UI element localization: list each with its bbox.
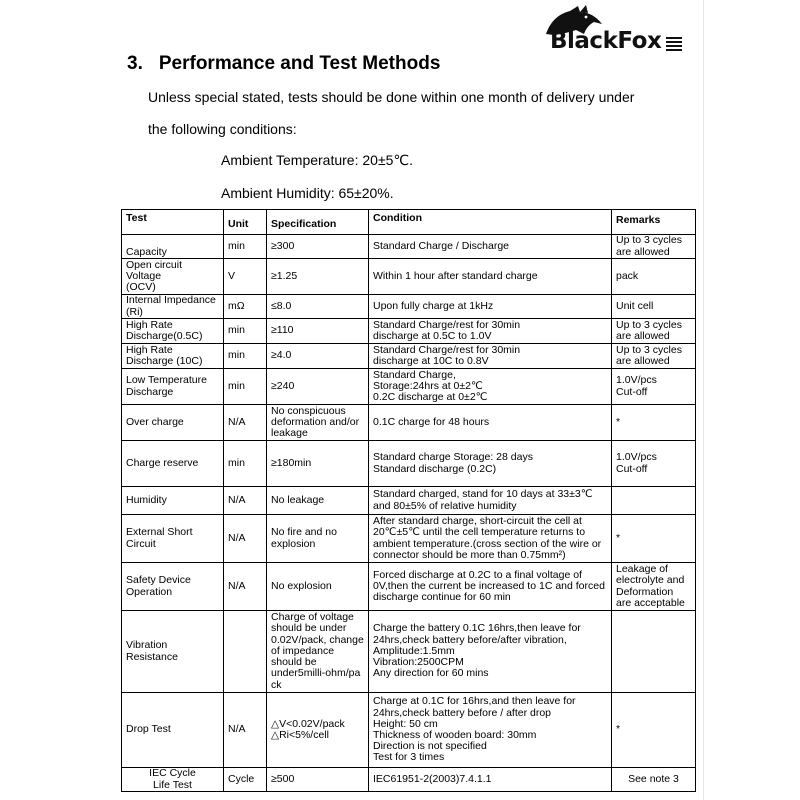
cell-test: High Rate Discharge(0.5C) — [122, 319, 224, 344]
cell-remarks — [612, 487, 696, 515]
logo-stripes — [666, 37, 682, 51]
cell-remarks: * — [612, 693, 696, 768]
section-number: 3. — [127, 53, 143, 74]
cell-unit: N/A — [224, 693, 267, 768]
table-row — [122, 693, 696, 768]
table-row — [122, 235, 696, 259]
cell-unit: N/A — [224, 563, 267, 611]
cell-remarks: * — [612, 515, 696, 563]
cell-unit: min — [224, 344, 267, 369]
cell-condition: Standard charge Storage: 28 days Standard discharge (0.2C) — [369, 441, 612, 487]
cell-remarks: 1.0V/pcs Cut-off — [612, 369, 696, 405]
table-row — [122, 768, 696, 792]
cell-remarks: See note 3 — [612, 768, 696, 792]
cell-unit: min — [224, 319, 267, 344]
table-row — [122, 487, 696, 515]
cell-test: Charge reserve — [122, 441, 224, 487]
header-unit: Unit — [224, 210, 267, 235]
cell-spec: No conspicuous deformation and/or leakage — [267, 405, 369, 441]
header-remarks: Remarks — [612, 210, 696, 235]
table-row — [122, 295, 696, 319]
table-row — [122, 563, 696, 611]
intro-line-1: Unless special stated, tests should be done within one month of delivery under — [148, 89, 635, 105]
table-row — [122, 405, 696, 441]
cell-unit: mΩ — [224, 295, 267, 319]
ambient-temperature: Ambient Temperature: 20±5℃. — [221, 152, 414, 168]
cell-condition: Standard Charge / Discharge — [369, 235, 612, 259]
intro-line-2: the following conditions: — [148, 121, 297, 137]
cell-condition: 0.1C charge for 48 hours — [369, 405, 612, 441]
cell-test: Drop Test — [122, 693, 224, 768]
cell-unit: Cycle — [224, 768, 267, 792]
table-row — [122, 441, 696, 487]
table-row — [122, 515, 696, 563]
cell-test: Low Temperature Discharge — [122, 369, 224, 405]
cell-test: Humidity — [122, 487, 224, 515]
cell-spec: ≥180min — [267, 441, 369, 487]
cell-spec: No explosion — [267, 563, 369, 611]
cell-condition: Standard charged, stand for 10 days at 33±3℃ and 80±5% of relative humidity — [369, 487, 612, 515]
cell-spec: ≥240 — [267, 369, 369, 405]
cell-spec: ≥110 — [267, 319, 369, 344]
cell-unit: N/A — [224, 487, 267, 515]
cell-test: Internal Impedance (Ri) — [122, 295, 224, 319]
cell-test: Open circuit Voltage (OCV) — [122, 259, 224, 295]
cell-spec: ≥300 — [267, 235, 369, 259]
cell-condition: After standard charge, short-circuit the cell at 20℃±5℃ until the cell temperature returns to ambient temperature.(cross section of the wire or connector should be more than 0.75mm²) — [369, 515, 612, 563]
cell-test: High Rate Discharge (10C) — [122, 344, 224, 369]
cell-unit: min — [224, 441, 267, 487]
cell-spec: ≥1.25 — [267, 259, 369, 295]
cell-spec: △V<0.02V/pack △Ri<5%/cell — [267, 693, 369, 768]
cell-remarks: Up to 3 cycles are allowed — [612, 344, 696, 369]
cell-remarks: Up to 3 cycles are allowed — [612, 235, 696, 259]
cell-unit: V — [224, 259, 267, 295]
cell-condition: Forced discharge at 0.2C to a final voltage of 0V,then the current be increased to 1C and forced discharge continue for 60 min — [369, 563, 612, 611]
header-spec: Specification — [267, 210, 369, 235]
table-row — [122, 319, 696, 344]
ambient-humidity: Ambient Humidity: 65±20%. — [221, 185, 394, 201]
page-edge-line — [703, 0, 704, 800]
table-header-row — [122, 210, 696, 235]
cell-spec: ≥500 — [267, 768, 369, 792]
cell-remarks: 1.0V/pcs Cut-off — [612, 441, 696, 487]
cell-test: Safety Device Operation — [122, 563, 224, 611]
cell-spec: Charge of voltage should be under 0.02V/pack, change of impedance should be under5milli-ohm/pa ck — [267, 611, 369, 693]
cell-spec: ≥4.0 — [267, 344, 369, 369]
cell-unit: min — [224, 235, 267, 259]
table-row — [122, 369, 696, 405]
cell-spec: No leakage — [267, 487, 369, 515]
table-row — [122, 259, 696, 295]
cell-condition: Standard Charge, Storage:24hrs at 0±2℃ 0.2C discharge at 0±2℃ — [369, 369, 612, 405]
blackfox-logo — [540, 4, 690, 56]
cell-condition: Standard Charge/rest for 30min discharge at 10C to 0.8V — [369, 344, 612, 369]
cell-unit: N/A — [224, 405, 267, 441]
performance-table — [121, 209, 696, 792]
cell-test: Capacity — [122, 235, 224, 259]
cell-spec: ≤8.0 — [267, 295, 369, 319]
cell-test: IEC Cycle Life Test — [122, 768, 224, 792]
cell-condition: Upon fully charge at 1kHz — [369, 295, 612, 319]
cell-test: Over charge — [122, 405, 224, 441]
cell-unit: min — [224, 369, 267, 405]
cell-condition: Standard Charge/rest for 30min discharge at 0.5C to 1.0V — [369, 319, 612, 344]
brand-name: BlackFox — [550, 28, 662, 54]
cell-spec: No fire and no explosion — [267, 515, 369, 563]
cell-test: Vibration Resistance — [122, 611, 224, 693]
cell-condition: Charge at 0.1C for 16hrs,and then leave for 24hrs,check battery before / after drop Height: 50 cm Thickness of wooden board: 30mm Direction is not specified Test for 3 times — [369, 693, 612, 768]
cell-test: External Short Circuit — [122, 515, 224, 563]
cell-remarks: Leakage of electrolyte and Deformation are acceptable — [612, 563, 696, 611]
section-heading — [127, 53, 440, 75]
section-title: Performance and Test Methods — [158, 53, 441, 74]
cell-remarks: Up to 3 cycles are allowed — [612, 319, 696, 344]
cell-remarks: Unit cell — [612, 295, 696, 319]
cell-remarks: pack — [612, 259, 696, 295]
table-row — [122, 611, 696, 693]
cell-condition: IEC61951-2(2003)7.4.1.1 — [369, 768, 612, 792]
header-condition: Condition — [369, 210, 612, 235]
table-row — [122, 344, 696, 369]
header-test: Test — [122, 210, 224, 235]
cell-unit — [224, 611, 267, 693]
cell-remarks: * — [612, 405, 696, 441]
cell-condition: Charge the battery 0.1C 16hrs,then leave for 24hrs,check battery before/after vibration, Amplitude:1.5mm Vibration:2500CPM Any direction for 60 mins — [369, 611, 612, 693]
cell-unit: N/A — [224, 515, 267, 563]
cell-condition: Within 1 hour after standard charge — [369, 259, 612, 295]
cell-remarks — [612, 611, 696, 693]
